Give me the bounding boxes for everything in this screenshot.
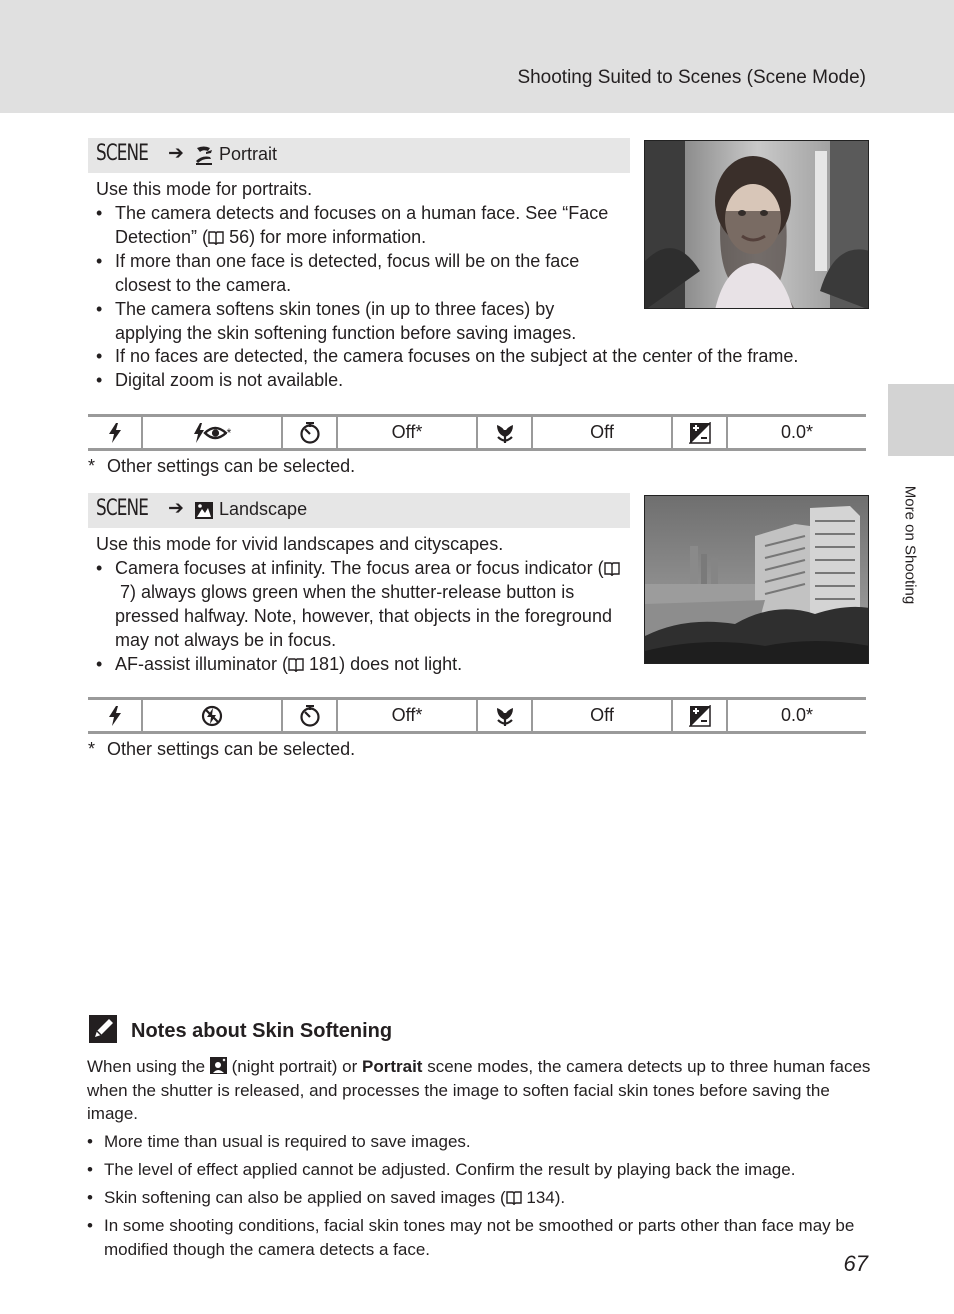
portrait-bullets-wide: [96, 344, 876, 392]
flash-mode-cell: [88, 417, 143, 448]
self-timer-cell: [283, 700, 338, 731]
footnote-mark: *: [226, 425, 232, 440]
list-item: [87, 1186, 877, 1210]
self-timer-value: Off*: [338, 417, 478, 448]
text: Digital zoom is not available.: [115, 370, 344, 390]
night-portrait-icon: [210, 1057, 227, 1074]
chapter-tab: [888, 384, 954, 456]
exposure-compensation-icon: [689, 705, 711, 727]
text: The level of effect applied cannot be adjusted. Confirm the result by playing back the image.: [104, 1160, 796, 1179]
text: (night portrait) or: [231, 1057, 358, 1076]
portrait-intro: Use this mode for portraits.: [96, 179, 313, 199]
self-timer-icon: [299, 705, 321, 727]
landscape-photo: [644, 495, 869, 664]
footnote-text: Other settings can be selected.: [107, 739, 356, 759]
exposure-value: 0.0*: [780, 422, 814, 442]
text: When using the: [87, 1057, 206, 1076]
landscape-intro: Use this mode for vivid landscapes and cityscapes.: [96, 534, 504, 554]
flash-value-cell: [143, 700, 283, 731]
text: ) for more information.: [249, 227, 427, 247]
list-item: [96, 201, 621, 249]
list-item: [87, 1214, 877, 1262]
self-timer-value: Off*: [338, 700, 478, 731]
portrait-footnote: [88, 456, 355, 477]
book-reference-icon: [506, 1190, 522, 1205]
macro-value: Off: [533, 417, 673, 448]
pencil-note-icon: [88, 1014, 118, 1044]
notes-paragraph: [87, 1055, 877, 1126]
text: In some shooting conditions, facial skin tones may not be smoothed or parts other than face may be modified though the camera detects a face.: [104, 1216, 855, 1259]
footnote-text: Other settings can be selected.: [107, 456, 356, 476]
book-reference-icon: [208, 230, 224, 245]
text: If no faces are detected, the camera focuses on the subject at the center of the frame.: [115, 346, 799, 366]
flash-mode-cell: [88, 700, 143, 731]
footnote-star: *: [88, 456, 96, 476]
list-item: [96, 297, 621, 345]
mode-label: Landscape: [219, 499, 308, 519]
macro-value: Off: [533, 700, 673, 731]
exposure-cell: [673, 417, 728, 448]
text: ) does not light.: [339, 654, 463, 674]
exposure-compensation-icon: [689, 422, 711, 444]
list-item: [96, 368, 876, 392]
bold-term: Portrait: [362, 1057, 423, 1076]
portrait-photo: [644, 140, 869, 309]
list-item: [87, 1158, 877, 1182]
footnote-star: *: [88, 739, 96, 759]
landscape-icon: [194, 499, 214, 521]
scene-label: SCENE: [96, 141, 149, 166]
macro-icon: [494, 705, 516, 727]
list-item: [87, 1130, 877, 1154]
macro-cell: [478, 700, 533, 731]
page-ref[interactable]: 134: [526, 1188, 555, 1207]
landscape-settings-table: [88, 697, 866, 734]
mode-label: Portrait: [219, 144, 278, 164]
arrow-right-icon: ➔: [168, 498, 184, 519]
portrait-icon: [194, 144, 214, 166]
macro-icon: [494, 422, 516, 444]
page-ref[interactable]: 7: [120, 582, 131, 602]
page-ref[interactable]: 181: [309, 654, 340, 674]
text: Skin softening can also be applied on saved images (: [104, 1188, 506, 1207]
scene-heading-portrait: [88, 138, 630, 173]
arrow-right-icon: ➔: [168, 143, 184, 164]
landscape-bullets: [96, 556, 621, 676]
landscape-footnote: [88, 739, 355, 760]
flash-red-eye-icon: [193, 423, 227, 443]
portrait-bullets: [96, 201, 621, 345]
flash-icon: [107, 423, 123, 443]
self-timer-cell: [283, 417, 338, 448]
flash-off-icon: [201, 705, 223, 727]
text: scene modes, the camera detects up to three human faces when the shutter is released, and processes the image to soften facial skin tones before saving the image.: [87, 1057, 871, 1123]
book-reference-icon: [604, 561, 620, 576]
text: ).: [554, 1188, 566, 1207]
text: If more than one face is detected, focus will be on the face closest to the camera.: [115, 251, 580, 295]
list-item: [96, 249, 621, 297]
text: ) always glows green when the shutter-release button is pressed halfway. Note, however, that objects in the foreground may not always be in focus.: [115, 582, 612, 650]
flash-value-cell: [143, 417, 283, 448]
notes-title: Notes about Skin Softening: [131, 1020, 393, 1042]
header-band: [0, 0, 954, 113]
scene-label: SCENE: [96, 496, 149, 521]
list-item: [96, 344, 876, 368]
notes-bullets: [87, 1130, 877, 1266]
page-ref[interactable]: 56: [229, 227, 250, 247]
list-item: [96, 556, 621, 652]
text: The camera softens skin tones (in up to three faces) by applying the skin softening function before saving images.: [115, 299, 577, 343]
exposure-cell: [673, 700, 728, 731]
text: More time than usual is required to save images.: [104, 1132, 471, 1151]
macro-cell: [478, 417, 533, 448]
list-item: [96, 652, 621, 676]
flash-icon: [107, 706, 123, 726]
scene-heading-landscape: [88, 493, 630, 528]
text: AF-assist illuminator (: [115, 654, 289, 674]
book-reference-icon: [288, 657, 304, 672]
portrait-settings-table: [88, 414, 866, 451]
self-timer-icon: [299, 422, 321, 444]
chapter-label-wrap: [880, 455, 940, 635]
exposure-value: 0.0*: [780, 705, 814, 725]
text: The camera detects and focuses on a human face. See “Face Detection” (: [115, 203, 609, 247]
page-number: 67: [843, 1251, 868, 1276]
chapter-label: More on Shooting: [901, 485, 919, 605]
text: Camera focuses at infinity. The focus area or focus indicator (: [115, 558, 604, 578]
page-header-title: Shooting Suited to Scenes (Scene Mode): [517, 67, 866, 88]
